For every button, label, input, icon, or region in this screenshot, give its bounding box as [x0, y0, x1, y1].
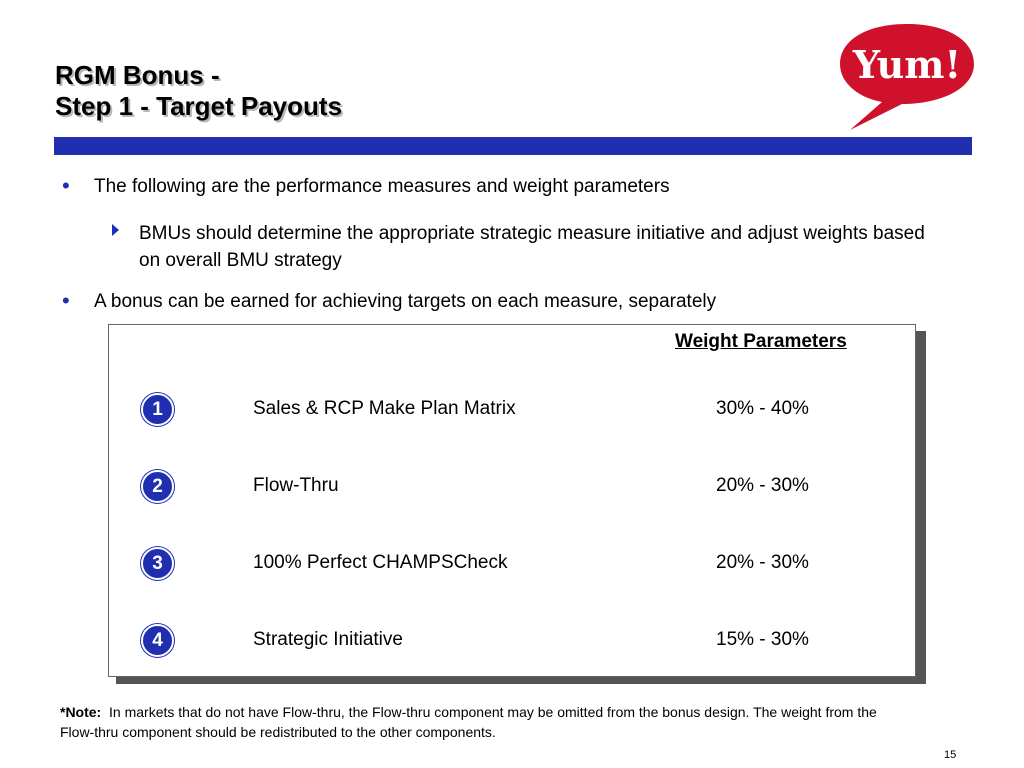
bullet-1-text: The following are the performance measures and weight parameters	[94, 176, 670, 197]
sub-bullet-text: BMUs should determine the appropriate strategic measure initiative and adjust weights based on overall BMU strategy	[139, 223, 925, 271]
table-row	[0, 470, 1024, 504]
bullet-dot-icon: •	[62, 288, 70, 313]
weight-parameters-header: Weight Parameters	[675, 331, 847, 352]
bullet-dot-icon: •	[62, 173, 70, 198]
number-badge: 2	[141, 470, 174, 503]
number-badge: 3	[141, 547, 174, 580]
number-badge: 4	[141, 624, 174, 657]
weight-range: 15% - 30%	[716, 629, 809, 650]
footnote-text: In markets that do not have Flow-thru, the Flow-thru component may be omitted from the bonus design. The weight from the Flow-thru component should be redistributed to the other components.	[60, 704, 877, 740]
logo-text: Yum!	[852, 42, 962, 87]
title-divider	[54, 137, 972, 155]
measure-name: Strategic Initiative	[253, 629, 403, 650]
triangle-bullet-icon	[112, 224, 119, 236]
footnote-label: *Note:	[60, 704, 102, 720]
measure-name: Sales & RCP Make Plan Matrix	[253, 398, 516, 419]
weight-range: 20% - 30%	[716, 475, 809, 496]
number-badge: 1	[141, 393, 174, 426]
page-number: 15	[944, 749, 957, 761]
table-row	[0, 547, 1024, 581]
bullet-2-text: A bonus can be earned for achieving targets on each measure, separately	[94, 291, 717, 312]
footnote	[60, 702, 880, 742]
measure-name: 100% Perfect CHAMPSCheck	[253, 552, 508, 573]
measure-name: Flow-Thru	[253, 475, 339, 496]
yum-logo	[832, 18, 982, 133]
title-line-2: Step 1 - Target Payouts	[55, 91, 343, 121]
table-row	[0, 624, 1024, 658]
weight-range: 20% - 30%	[716, 552, 809, 573]
table-row	[0, 393, 1024, 427]
title-line-1: RGM Bonus -	[55, 60, 220, 90]
weight-range: 30% - 40%	[716, 398, 809, 419]
